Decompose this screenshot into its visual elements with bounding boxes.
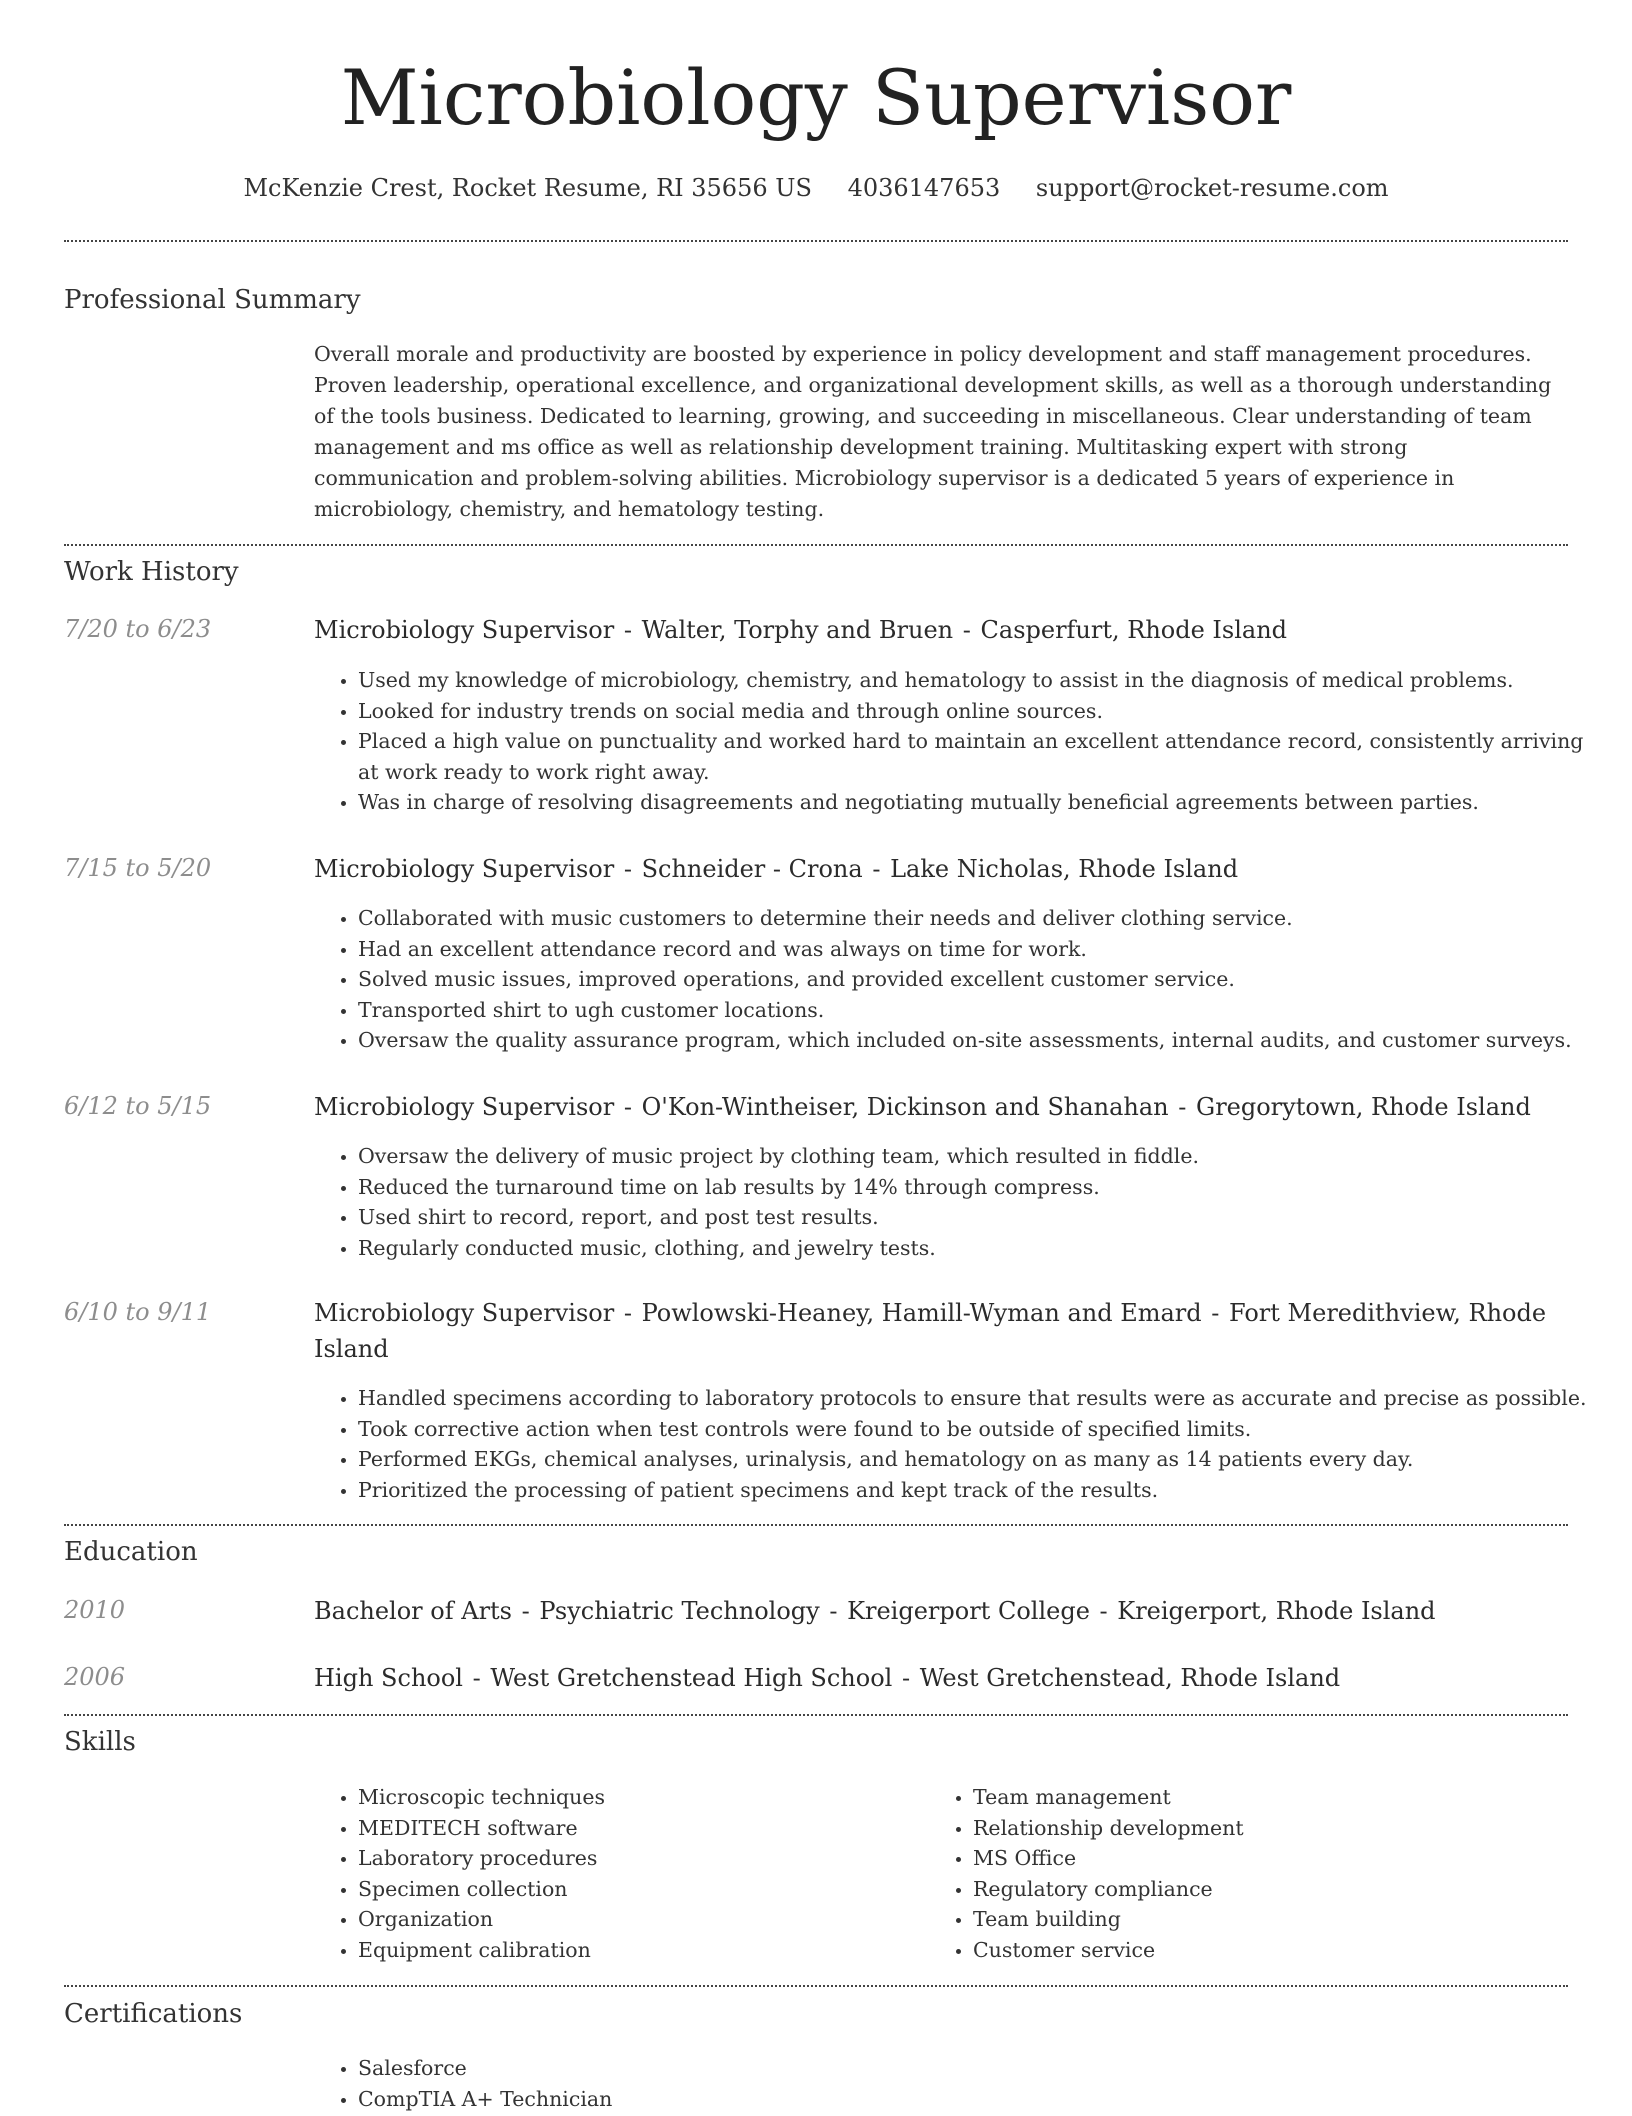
education-year: 2010 xyxy=(64,1596,126,1624)
skill-item: • Organization xyxy=(358,1904,918,1935)
list-item: • Regularly conducted music, clothing, and jewelry tests. xyxy=(358,1233,1608,1264)
list-item: • Reduced the turnaround time on lab results by 14% through compress. xyxy=(358,1172,1608,1203)
education-entry: High School - West Gretchenstead High School - West Gretchenstead, Rhode Island xyxy=(314,1664,1341,1692)
job-company: Walter, Torphy and Bruen xyxy=(641,616,954,644)
list-item: • Took corrective action when test controls were found to be outside of specified limits. xyxy=(358,1414,1608,1445)
contact-email: support@rocket-resume.com xyxy=(1035,174,1389,202)
job-dates: 7/15 to 5/20 xyxy=(64,854,212,882)
list-item: • Performed EKGs, chemical analyses, urinalysis, and hematology on as many as 14 patients every day. xyxy=(358,1444,1608,1475)
divider xyxy=(64,544,1568,546)
list-item: • Looked for industry trends on social media and through online sources. xyxy=(358,696,1608,727)
section-heading-certifications: Certifications xyxy=(64,1999,243,2029)
education-year: 2006 xyxy=(64,1663,126,1691)
education-degree: Bachelor of Arts xyxy=(314,1597,512,1625)
job-bullets xyxy=(314,665,1608,818)
job-title: Microbiology Supervisor xyxy=(314,855,615,883)
list-item: • Oversaw the quality assurance program, which included on-site assessments, internal audits, and customer surveys. xyxy=(358,1025,1608,1056)
summary-text: Overall morale and productivity are boosted by experience in policy development and staff management procedures. Proven leadership, operational excellence, and organizational development skills, as well as a thorough understanding of the tools business. Dedicated to learning, growing, and succeeding in miscellaneous. Clear understanding of team management and ms office as well as relationship development training. Multitasking expert with strong communication and problem-solving abilities. Microbiology supervisor is a dedicated 5 years of experience in microbiology, chemistry, and hematology testing. xyxy=(314,342,1552,521)
list-item: • Transported shirt to ugh customer locations. xyxy=(358,995,1608,1026)
education-school: West Gretchenstead High School xyxy=(490,1664,893,1692)
skill-item: • Team building xyxy=(973,1904,1533,1935)
job-bullets xyxy=(314,1383,1608,1505)
skill-item: • Team management xyxy=(973,1782,1533,1813)
skill-item: • Equipment calibration xyxy=(358,1935,918,1966)
section-heading-summary: Professional Summary xyxy=(64,285,361,315)
job-company: Powlowski-Heaney, Hamill-Wyman and Emard xyxy=(641,1299,1202,1327)
contact-phone: 4036147653 xyxy=(847,174,1001,202)
job-title-line: Microbiology Supervisor - O'Kon-Wintheiser, Dickinson and Shanahan - Gregorytown, Rhode Island xyxy=(314,1093,1531,1121)
section-heading-work-history: Work History xyxy=(64,557,239,587)
divider xyxy=(64,1524,1568,1526)
skill-item: • Specimen collection xyxy=(358,1874,918,1905)
job-title-line: Microbiology Supervisor - Walter, Torphy and Bruen - Casperfurt, Rhode Island xyxy=(314,616,1288,644)
skill-item: • MS Office xyxy=(973,1843,1533,1874)
job-bullets xyxy=(314,903,1608,1056)
job-location: Lake Nicholas, Rhode Island xyxy=(890,855,1239,883)
job-bullets xyxy=(314,1141,1608,1263)
list-item: • Solved music issues, improved operations, and provided excellent customer service. xyxy=(358,964,1608,995)
job-title-line: Microbiology Supervisor - Powlowski-Heaney, Hamill-Wyman and Emard - Fort Meredithview, Rhode Island xyxy=(314,1299,1547,1363)
list-item: • Prioritized the processing of patient specimens and kept track of the results. xyxy=(358,1475,1608,1506)
list-item: • Placed a high value on punctuality and worked hard to maintain an excellent attendance record, consistently arriving at work ready to work right away. xyxy=(358,726,1608,787)
list-item: • Had an excellent attendance record and was always on time for work. xyxy=(358,934,1608,965)
job-dates: 7/20 to 6/23 xyxy=(64,615,212,643)
skill-item: • Relationship development xyxy=(973,1813,1533,1844)
skills-list-right xyxy=(929,1782,1533,1965)
education-location: West Gretchenstead, Rhode Island xyxy=(919,1664,1341,1692)
education-school: Kreigerport College xyxy=(847,1597,1090,1625)
certification-item: • Salesforce xyxy=(358,2053,1608,2084)
job-title: Microbiology Supervisor xyxy=(314,1299,615,1327)
job-dates: 6/12 to 5/15 xyxy=(64,1092,212,1120)
job-company: O'Kon-Wintheiser, Dickinson and Shanahan xyxy=(641,1093,1169,1121)
job-title: Microbiology Supervisor xyxy=(314,1093,615,1121)
divider xyxy=(64,1985,1568,1987)
list-item: • Handled specimens according to laboratory protocols to ensure that results were as accurate and precise as possible. xyxy=(358,1383,1608,1414)
section-heading-education: Education xyxy=(64,1537,198,1567)
job-location: Casperfurt, Rhode Island xyxy=(980,616,1288,644)
contact-line xyxy=(0,170,1632,206)
job-location: Gregorytown, Rhode Island xyxy=(1196,1093,1531,1121)
skill-item: • Microscopic techniques xyxy=(358,1782,918,1813)
list-item: • Used shirt to record, report, and post test results. xyxy=(358,1202,1608,1233)
section-heading-skills: Skills xyxy=(64,1727,136,1757)
skills-list-left xyxy=(314,1782,918,1965)
job-dates: 6/10 to 9/11 xyxy=(64,1298,212,1326)
list-item: • Oversaw the delivery of music project by clothing team, which resulted in fiddle. xyxy=(358,1141,1608,1172)
education-location: Kreigerport, Rhode Island xyxy=(1117,1597,1436,1625)
list-item: • Collaborated with music customers to determine their needs and deliver clothing service. xyxy=(358,903,1608,934)
job-location: Fort Meredithview, Rhode Island xyxy=(314,1299,1547,1363)
job-title: Microbiology Supervisor xyxy=(314,616,615,644)
skill-item: • Laboratory procedures xyxy=(358,1843,918,1874)
resume-title: Microbiology Supervisor xyxy=(340,53,1292,142)
certification-item: • CompTIA A+ Technician xyxy=(358,2084,1608,2115)
education-degree: High School xyxy=(314,1664,463,1692)
contact-address: McKenzie Crest, Rocket Resume, RI 35656 US xyxy=(243,174,812,202)
skill-item: • MEDITECH software xyxy=(358,1813,918,1844)
divider xyxy=(64,1714,1568,1716)
list-item: • Used my knowledge of microbiology, chemistry, and hematology to assist in the diagnosis of medical problems. xyxy=(358,665,1608,696)
list-item: • Was in charge of resolving disagreements and negotiating mutually beneficial agreements between parties. xyxy=(358,787,1608,818)
divider xyxy=(64,240,1568,242)
skill-item: • Customer service xyxy=(973,1935,1533,1966)
certifications-list xyxy=(314,2053,1608,2114)
job-company: Schneider - Crona xyxy=(641,855,863,883)
job-title-line: Microbiology Supervisor - Schneider - Crona - Lake Nicholas, Rhode Island xyxy=(314,855,1239,883)
education-entry: Bachelor of Arts - Psychiatric Technology - Kreigerport College - Kreigerport, Rhode Island xyxy=(314,1597,1436,1625)
skill-item: • Regulatory compliance xyxy=(973,1874,1533,1905)
education-field: Psychiatric Technology xyxy=(539,1597,820,1625)
